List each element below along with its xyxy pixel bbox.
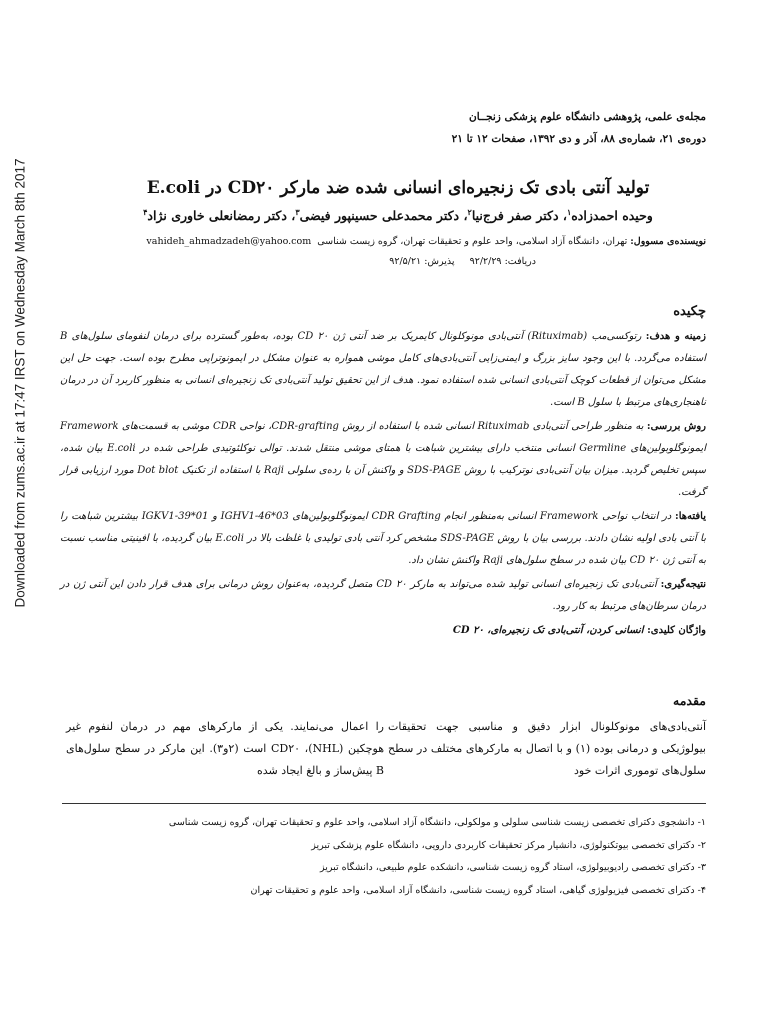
footnote-item: ۴- دکترای تخصصی فیزیولوژی گیاهی، استاد گروه زیست شناسی، دانشگاه آزاد اسلامی، واحد علوم و تحقیقات تهران	[250, 884, 706, 896]
corresponding-author	[66, 234, 706, 250]
download-watermark: Downloaded from zums.ac.ir at 17:47 IRST on Wednesday March 8th 2017	[12, 158, 28, 608]
abstract-conclusion-text: آنتی‌بادی تک زنجیره‌ای انسانی تولید شده می‌تواند به مارکر CD ۲۰ متصل گردیده، به‌عنوان روش درمانی برای هدف قرار دادن این آنتی ژن در درمان سرطان‌های مرتبط به کار رود.	[60, 579, 706, 612]
author-name: دکتر صفر فرج‌نیا	[471, 208, 559, 224]
keywords-label: واژگان کلیدی:	[647, 625, 706, 636]
abstract-methods-label: روش بررسی:	[646, 421, 706, 432]
journal-issue: دوره‌ی ۲۱، شماره‌ی ۸۸، آذر و دی ۱۳۹۲، صفحات ۱۲ تا ۲۱	[451, 133, 706, 145]
introduction-heading: مقدمه	[673, 693, 706, 708]
author-name: دکتر رمضانعلی خاوری نژاد	[147, 208, 287, 224]
corresponding-email[interactable]: vahideh_ahmadzadeh@yahoo.com	[146, 236, 312, 247]
abstract-methods-text: به منظور طراحی آنتی‌بادی Rituximab انسانی شده با استفاده از روش CDR-grafting، نواحی CDR موشی به قسمت‌های Framework ایمونوگلوبولین‌های Germline انسانی منتخب دارای بیشترین شباهت با همتای موشی منتقل شدند. توالی نوکلئوتیدی طراحی شده در E.coli بیان شده، سپس تخلیص گردید. میزان بیان آنتی‌بادی نوترکیب با روش SDS-PAGE و واکنش آن با رده‌ی سلولی Raji با استفاده از تکنیک Dot blot مورد ارزیابی قرار گرفت.	[60, 421, 706, 498]
author-affiliation-mark: ۴	[143, 207, 148, 217]
abstract-heading: چکیده	[673, 304, 706, 319]
corresponding-address: تهران، دانشگاه آزاد اسلامی، واحد علوم و تحقیقات تهران، گروه زیست شناسی	[317, 236, 628, 247]
abstract-keywords	[60, 620, 706, 642]
keywords-text: انسانی کردن، آنتی‌بادی تک زنجیره‌ای، CD ۲۰	[452, 625, 644, 636]
abstract-body	[60, 326, 706, 644]
article-title: تولید آنتی بادی تک زنجیره‌ای انسانی شده ضد مارکر CD۲۰ در E.coli	[146, 178, 650, 198]
author-affiliation-mark: ۱	[566, 207, 572, 217]
abstract-methods	[60, 416, 706, 504]
abstract-conclusion	[60, 574, 706, 618]
author-name: دکتر محمدعلی حسینپور فیضی	[299, 208, 460, 224]
dates-line	[66, 256, 706, 267]
journal-header	[106, 106, 706, 150]
accepted-date: پذیرش: ۹۲/۵/۲۱	[389, 256, 455, 267]
author-affiliation-mark: ۳	[295, 207, 300, 217]
introduction-column-right: آنتی‌بادی‌های مونوکلونال ابزار دقیق و مناسبی جهت تحقیقات بیولوژیکی و درمانی بوده (۱) و با اتصال به مارکرهای مختلف در سطح سلول‌های توموری اثرات خود	[388, 720, 706, 777]
abstract-results-label: یافته‌ها:	[675, 511, 707, 522]
footnote-item: ۲- دکترای تخصصی بیوتکنولوژی، دانشیار مرکز تحقیقات کاربردی دارویی، دانشگاه علوم پزشکی تبریز	[311, 839, 706, 851]
abstract-conclusion-label: نتیجه‌گیری:	[660, 579, 707, 590]
author-affiliation-mark: ۲	[467, 207, 472, 217]
footnote-divider	[62, 803, 706, 804]
abstract-results-text: در انتخاب نواحی Framework انسانی به‌منظور انجام CDR Grafting ایمونوگلوبولین‌های IGHV1-46*03 و IGKV1-39*01 بیشترین شباهت را با آنتی بادی اولیه نشان دادند. بررسی بیان با روش SDS-PAGE مشخص کرد آنتی بادی تولیدی با غلظت بالا در E.coli بیان گردیده، با افینیتی مناسب نسبت به آنتی ژن CD ۲۰ بیان شده در سطح سلول‌های Raji واکنش نشان داد.	[60, 511, 707, 566]
corresponding-label: نویسنده‌ی مسوول:	[630, 236, 706, 247]
footnote-item: ۳- دکترای تخصصی رادیوبیولوژی، استاد گروه زیست شناسی، دانشکده علوم طبیعی، دانشگاه تبریز	[319, 862, 706, 873]
journal-name: مجله‌ی علمی، پژوهشی دانشگاه علوم پزشکی زنجــان	[469, 111, 706, 123]
abstract-background-label: زمینه و هدف:	[645, 331, 706, 342]
abstract-results	[60, 506, 706, 572]
footnotes	[62, 812, 706, 902]
abstract-background	[60, 326, 706, 414]
author-list: وحیده احمدزاده$^۱$، دکتر صفر فرج‌نیا$^۲$، دکتر محمدعلی حسینپور فیضی$^۳$، دکتر رمضانعلی خاوری نژاد$^۴$	[143, 207, 653, 224]
abstract-background-text: رتوکسی‌مب (Rituximab) آنتی‌بادی مونوکلونال کایمریک بر ضد آنتی ژن CD ۲۰ بوده، به‌طور گسترده برای درمان لنفومای سلول‌های B استفاده می‌گردد. با این وجود سایز بزرگ و ایمنی‌زایی آنتی‌بادی‌های کامل موشی همواره به عنوان مشکل در ایمونوتراپی مطرح بوده است. جهت حل این مشکل می‌توان از قطعات کوچک آنتی‌بادی انسانی شده استفاده نمود. هدف از این تحقیق تولید آنتی‌بادی تک زنجیره‌ای انسانی به منظور کاربرد آن در درمان ناهنجاری‌های مرتبط با سلول B است.	[60, 331, 706, 408]
footnote-item: ۱- دانشجوی دکترای تخصصی زیست شناسی سلولی و مولکولی، دانشگاه آزاد اسلامی، واحد علوم و تحقیقات تهران، گروه زیست شناسی	[168, 817, 706, 828]
author-name: وحیده احمدزاده	[571, 208, 653, 224]
introduction-column-left: را اعمال می‌نمایند. یکی از مارکرهای مهم در درمان لنفوم غیر هوچکین (NHL)، CD۲۰ است (۲و۳). این مارکر در سطح سلول‌های B پیش‌ساز و بالغ ایجاد شده	[66, 720, 385, 777]
received-date: دریافت: ۹۲/۲/۲۹	[469, 256, 536, 267]
